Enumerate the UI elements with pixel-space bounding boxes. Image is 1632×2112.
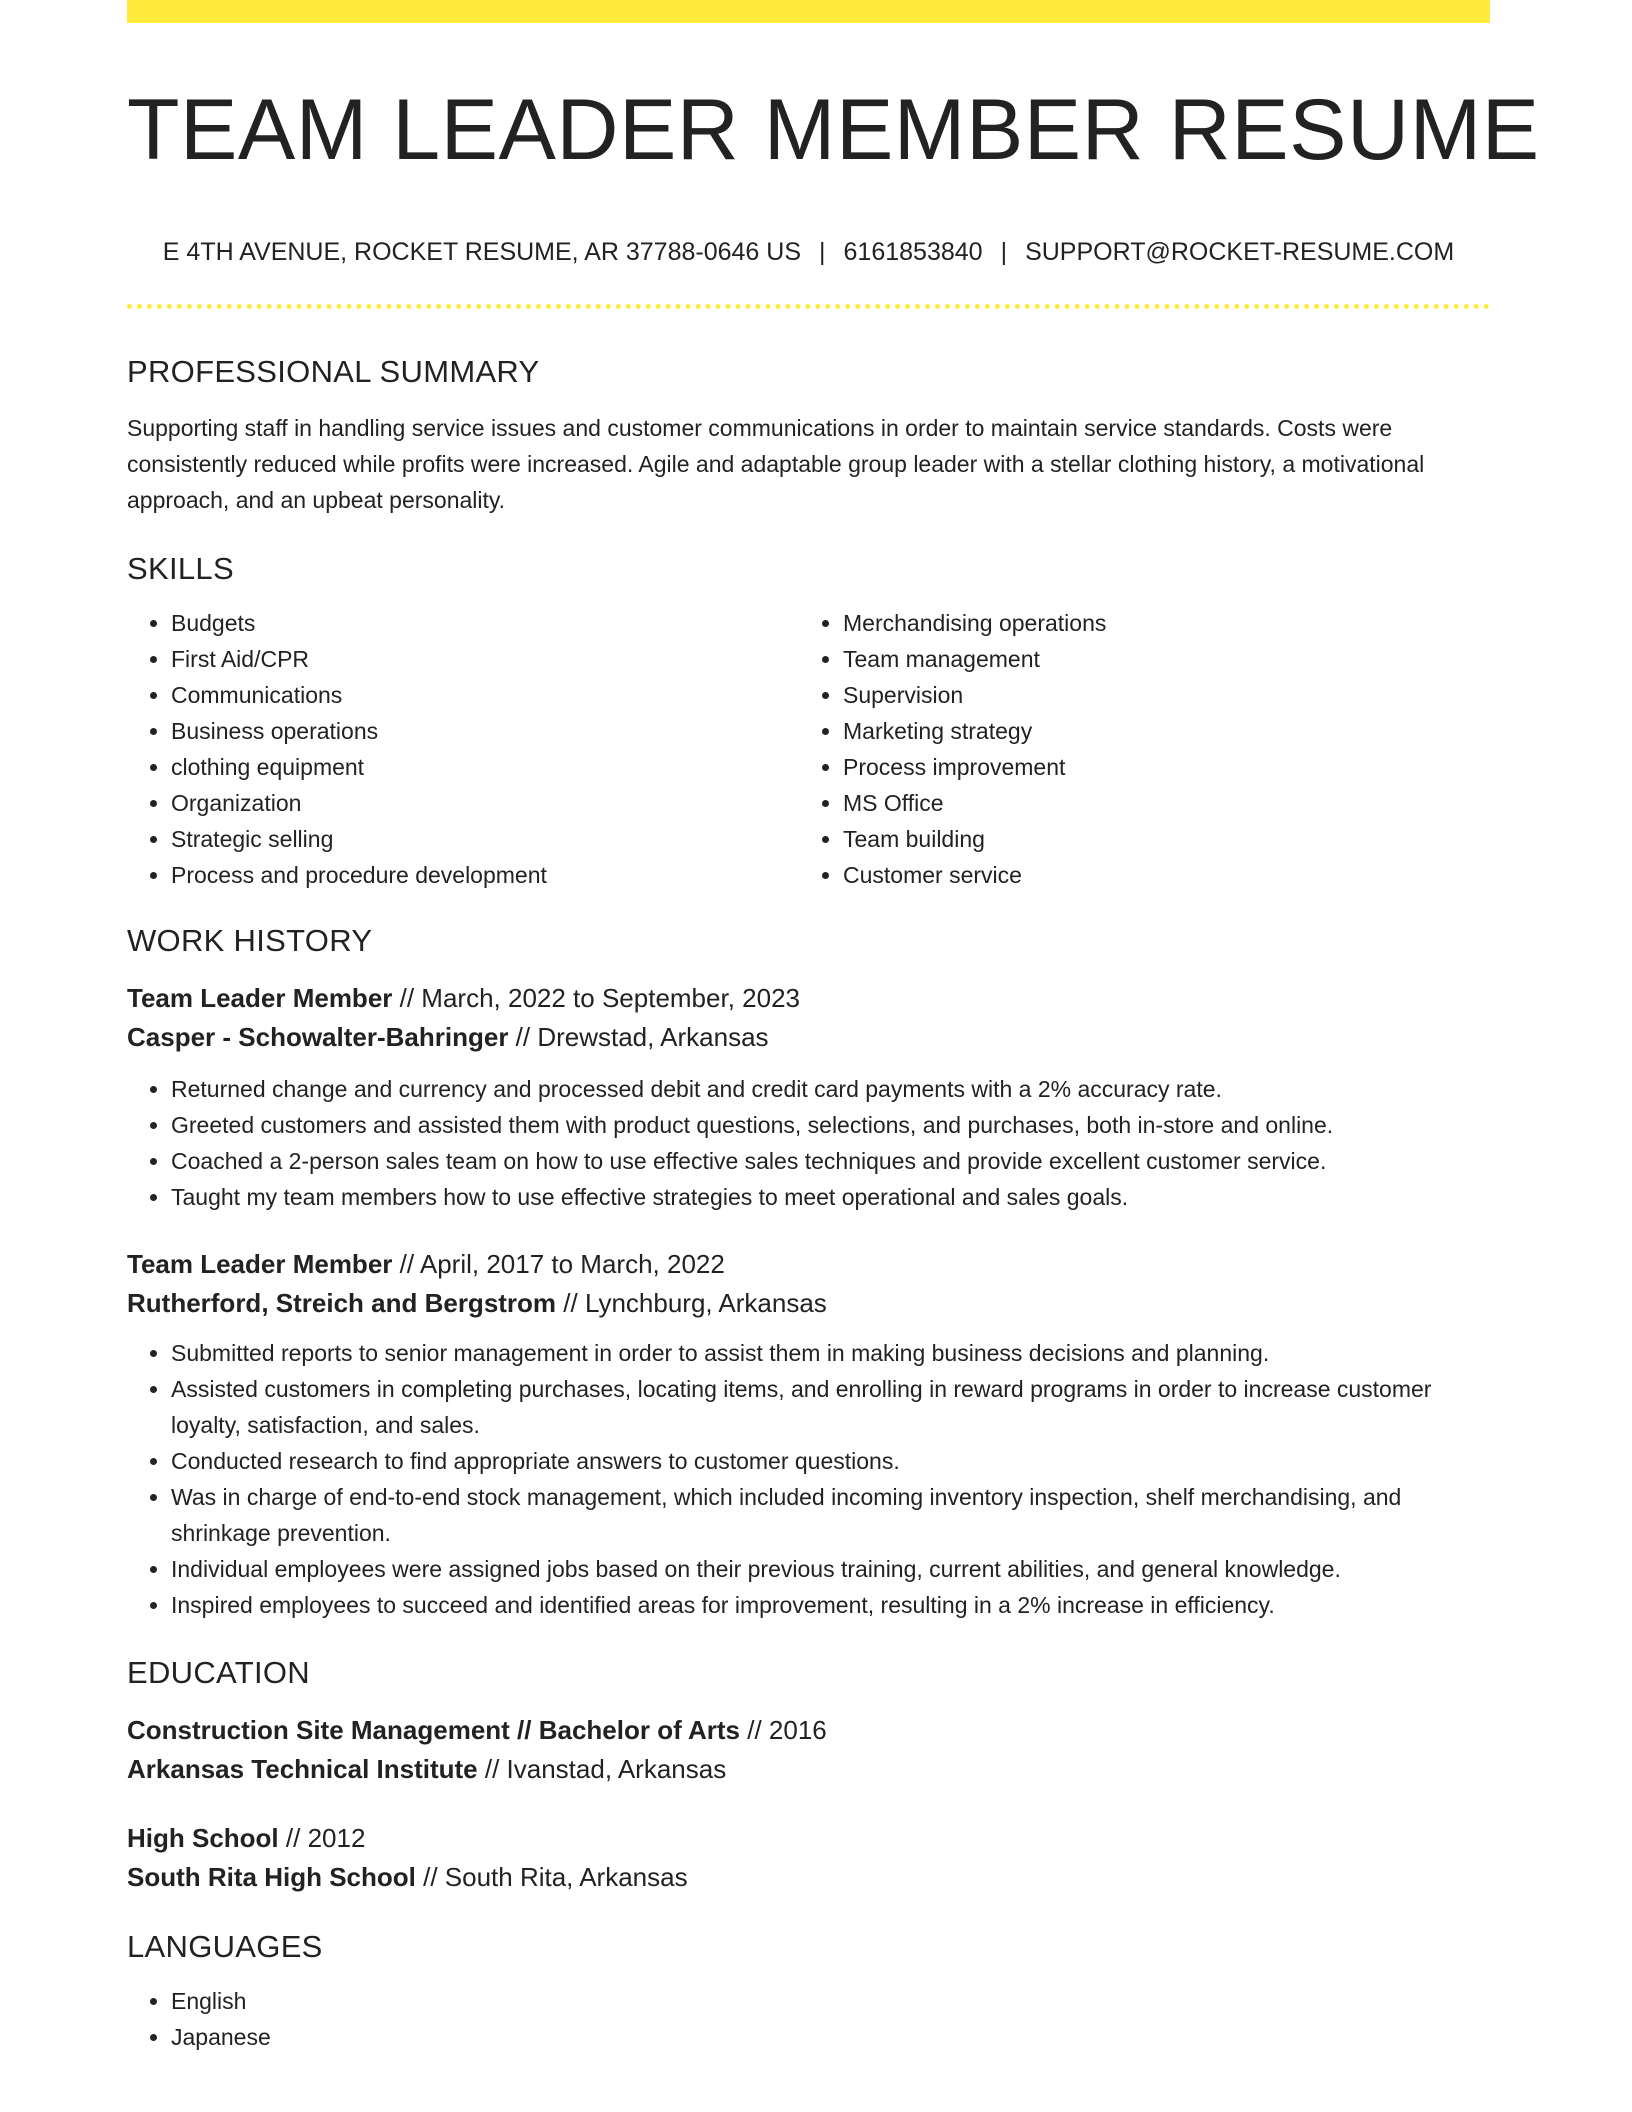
job-dates: // April, 2017 to March, 2022 [392,1249,725,1279]
education-degree: High School [127,1823,279,1853]
skill-item: • Customer service [843,857,1471,893]
skill-item: • Strategic selling [171,821,799,857]
section-title-work-history: WORK HISTORY [127,923,373,958]
education-entry [127,1711,1490,1789]
separator: | [1000,238,1008,266]
job-title-line [127,1245,1490,1284]
phone: 6161853840 [843,238,983,266]
job-bullets [127,1335,1490,1623]
education-school-line [127,1750,1490,1789]
section-title-summary: PROFESSIONAL SUMMARY [127,354,540,389]
skill-item: • Team management [843,641,1471,677]
job-title-line [127,979,1490,1018]
section-title-skills: SKILLS [127,551,234,586]
skill-item: • clothing equipment [171,749,799,785]
section-title-languages: LANGUAGES [127,1929,323,1964]
accent-bar [127,0,1490,23]
skill-item: • Process improvement [843,749,1471,785]
job-bullet: • Was in charge of end-to-end stock management, which included incoming inventory inspection, shelf merchandising, and shrinkage prevention. [171,1479,1490,1551]
languages-list [127,1983,1490,2055]
skill-item: • Business operations [171,713,799,749]
skill-item: • MS Office [843,785,1471,821]
skills-list [127,605,1490,893]
education-degree: Construction Site Management // Bachelor of Arts [127,1715,741,1745]
job-location: // Drewstad, Arkansas [508,1022,769,1052]
skill-item: • Process and procedure development [171,857,799,893]
language-item: • English [171,1983,1490,2019]
contact-line [127,234,1490,270]
skill-item: • Team building [843,821,1471,857]
resume-content [127,350,1490,2055]
job-company: Casper - Schowalter-Bahringer [127,1022,509,1052]
education-year: // 2012 [278,1823,366,1853]
job-bullet: • Returned change and currency and processed debit and credit card payments with a 2% accuracy rate. [171,1071,1490,1107]
job-bullet: • Submitted reports to senior management in order to assist them in making business decisions and planning. [171,1335,1490,1371]
education-school: Arkansas Technical Institute [127,1754,478,1784]
job-bullet: • Inspired employees to succeed and identified areas for improvement, resulting in a 2% increase in efficiency. [171,1587,1490,1623]
skill-item: • Organization [171,785,799,821]
education-school: South Rita High School [127,1862,416,1892]
job-bullet: • Taught my team members how to use effective strategies to meet operational and sales goals. [171,1179,1490,1215]
email: SUPPORT@ROCKET-RESUME.COM [1025,238,1455,266]
education-degree-line [127,1819,1490,1858]
address: E 4TH AVENUE, ROCKET RESUME, AR 37788-0646 US [162,238,802,266]
skill-item: • Marketing strategy [843,713,1471,749]
job-bullet: • Coached a 2-person sales team on how to use effective sales techniques and provide excellent customer service. [171,1143,1490,1179]
job-bullet: • Assisted customers in completing purchases, locating items, and enrolling in reward programs in order to increase customer loyalty, satisfaction, and sales. [171,1371,1490,1443]
skill-item: • Supervision [843,677,1471,713]
job-bullet: • Greeted customers and assisted them with product questions, selections, and purchases, both in-store and online. [171,1107,1490,1143]
job-bullet: • Conducted research to find appropriate answers to customer questions. [171,1443,1490,1479]
job-entry [127,979,1490,1215]
job-company: Rutherford, Streich and Bergstrom [127,1288,557,1318]
education-school-line [127,1858,1490,1897]
education-location: // South Rita, Arkansas [415,1862,688,1892]
job-company-line [127,1018,1490,1057]
language-item: • Japanese [171,2019,1490,2055]
education-degree-line [127,1711,1490,1750]
job-entry [127,1245,1490,1623]
skill-item: • Communications [171,677,799,713]
skill-item: • Budgets [171,605,799,641]
dotted-divider [127,304,1490,309]
job-location: // Lynchburg, Arkansas [556,1288,827,1318]
job-bullets [127,1071,1490,1215]
job-role: Team Leader Member [127,1249,393,1279]
skill-item: • Merchandising operations [843,605,1471,641]
resume-title: TEAM LEADER MEMBER RESUME [127,82,1540,178]
education-year: // 2016 [740,1715,827,1745]
skills-column-right [799,605,1471,893]
education-location: // Ivanstad, Arkansas [477,1754,727,1784]
summary-text: Supporting staff in handling service issues and customer communications in order to maintain service standards. Costs were consistently reduced while profits were increased. Agile and adaptable group leader with a stellar clothing history, a motivational approach, and an upbeat personality. [127,415,1425,513]
job-bullet: • Individual employees were assigned jobs based on their previous training, current abilities, and general knowledge. [171,1551,1490,1587]
skill-item: • First Aid/CPR [171,641,799,677]
section-title-education: EDUCATION [127,1655,310,1690]
skills-column-left [127,605,799,893]
job-dates: // March, 2022 to September, 2023 [392,983,800,1013]
education-entry [127,1819,1490,1897]
job-company-line [127,1284,1490,1323]
separator: | [819,238,826,266]
job-role: Team Leader Member [127,983,393,1013]
